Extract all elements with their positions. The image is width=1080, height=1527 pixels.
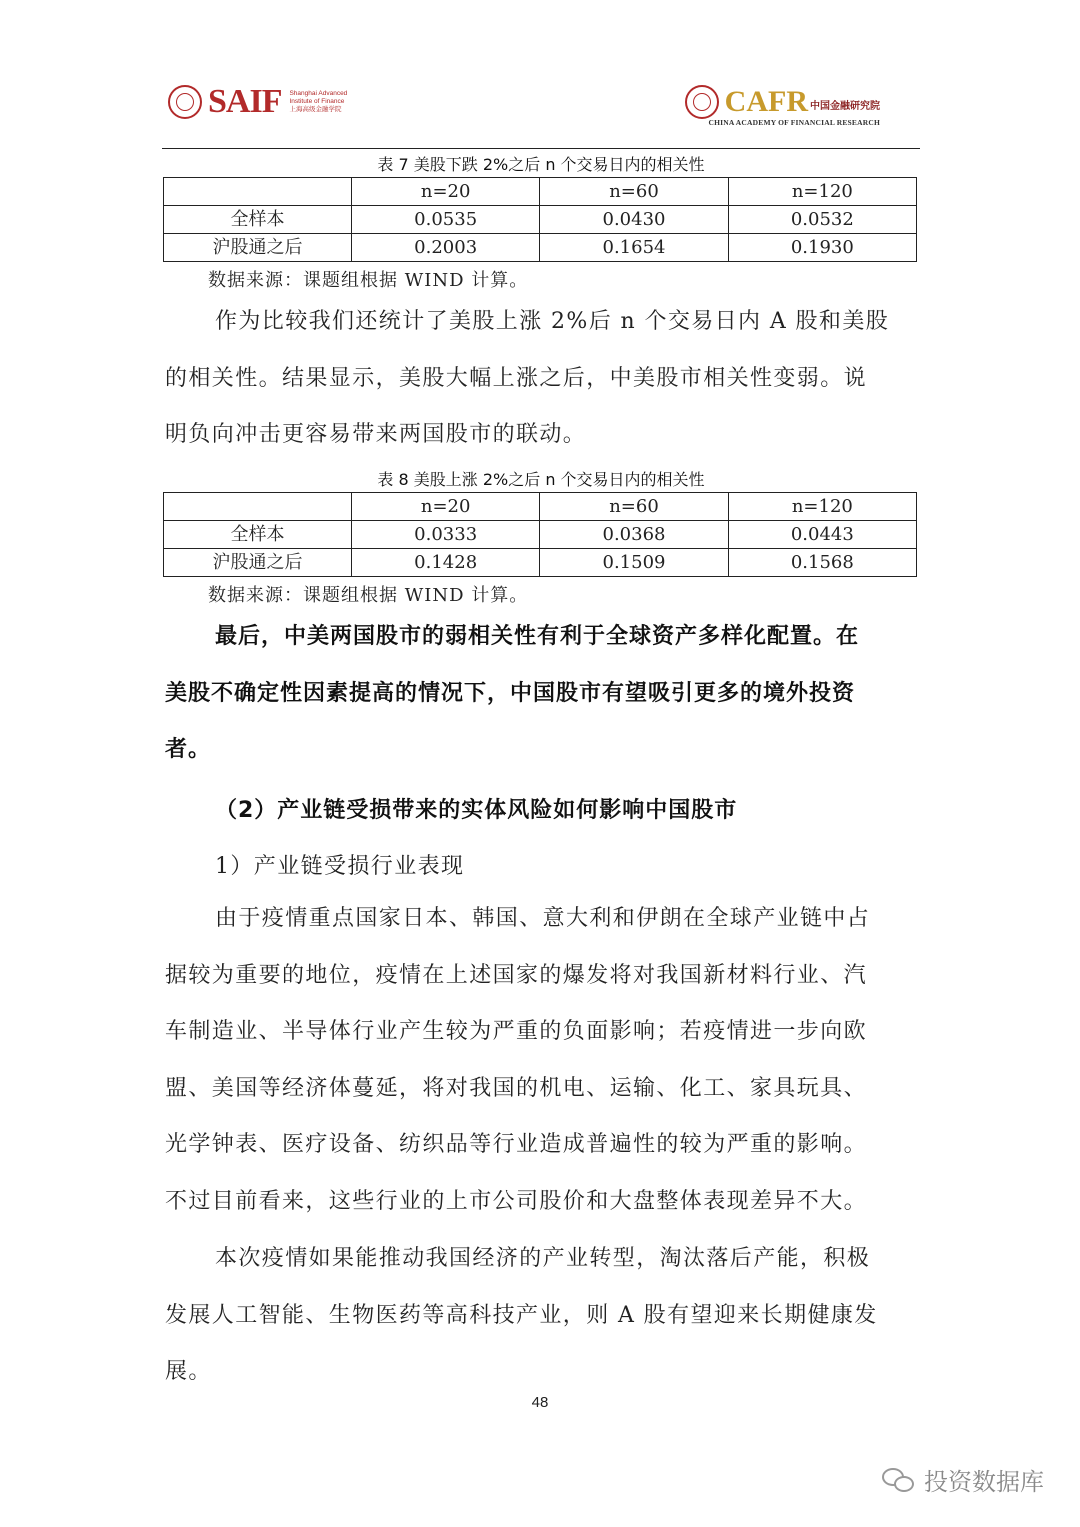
- table-cell: 全样本: [164, 521, 352, 549]
- table-cell: [164, 178, 352, 206]
- cafr-logo-chinese: 中国金融研究院: [810, 100, 880, 112]
- table8-caption: 表 8 美股上涨 2%之后 n 个交易日内的相关性: [377, 470, 705, 489]
- table-cell: 0.1509: [540, 549, 728, 577]
- table-cell: 沪股通之后: [164, 549, 352, 577]
- table-cell: 0.0430: [540, 206, 728, 234]
- watermark: [882, 1462, 1044, 1497]
- paragraph-comparison: 作为比较我们还统计了美股上涨 2%后 n 个交易日内 A 股和美股 的相关性。结果显示，美股大幅上涨之后，中美股市相关性变弱。说 明负向冲击更容易带来两国股市的联动。: [165, 309, 890, 447]
- table-cell: 0.1654: [540, 234, 728, 262]
- table-row: [164, 206, 917, 234]
- watermark-text: 投资数据库: [924, 1468, 1044, 1496]
- cafr-logo: [685, 80, 880, 127]
- table-cell: n=120: [728, 493, 916, 521]
- table-row: [164, 549, 917, 577]
- table-cell: 0.2003: [352, 234, 540, 262]
- table-cell: 沪股通之后: [164, 234, 352, 262]
- table-header-row: [164, 493, 917, 521]
- table7-source: 数据来源：课题组根据 WIND 计算。: [208, 270, 529, 291]
- table-row: [164, 521, 917, 549]
- cafr-logo-english: CHINA ACADEMY OF FINANCIAL RESEARCH: [708, 118, 880, 127]
- table-header-row: [164, 178, 917, 206]
- table8-source: 数据来源：课题组根据 WIND 计算。: [208, 585, 529, 606]
- table-row: [164, 234, 917, 262]
- cafr-logo-word: CAFR: [724, 85, 808, 118]
- paragraph-transformation: 本次疫情如果能推动我国经济的产业转型，淘汰落后产能，积极 发展人工智能、生物医药等高科技产业，则 A 股有望迎来长期健康发 展。: [165, 1246, 878, 1384]
- wechat-icon: [882, 1466, 916, 1494]
- table-cell: 0.0333: [352, 521, 540, 549]
- table-cell: n=120: [728, 178, 916, 206]
- university-seal-icon: [685, 85, 719, 119]
- page-header: [162, 70, 920, 149]
- table7-caption: 表 7 美股下跌 2%之后 n 个交易日内的相关性: [377, 155, 705, 174]
- table-cell: 0.1930: [728, 234, 916, 262]
- page-number: 48: [531, 1394, 549, 1411]
- table-cell: 0.0535: [352, 206, 540, 234]
- table-cell: 0.0532: [728, 206, 916, 234]
- subsection-heading: 1）产业链受损行业表现: [215, 854, 465, 879]
- table-cell: n=20: [352, 178, 540, 206]
- paragraph-conclusion: 最后，中美两国股市的弱相关性有利于全球资产多样化配置。在 美股不确定性因素提高的情况下，中国股市有望吸引更多的境外投资 者。: [165, 624, 860, 762]
- table-cell: [164, 493, 352, 521]
- table7: [163, 177, 917, 262]
- table-cell: n=60: [540, 493, 728, 521]
- table-cell: 0.1568: [728, 549, 916, 577]
- university-seal-icon: [168, 85, 202, 119]
- saif-logo-word: SAIF: [208, 83, 282, 120]
- section-heading: （2）产业链受损带来的实体风险如何影响中国股市: [215, 798, 738, 823]
- table-cell: n=60: [540, 178, 728, 206]
- table-cell: 0.0368: [540, 521, 728, 549]
- table-cell: 0.1428: [352, 549, 540, 577]
- paragraph-industry: 由于疫情重点国家日本、韩国、意大利和伊朗在全球产业链中占 据较为重要的地位，疫情在上述国家的爆发将对我国新材料行业、汽 车制造业、半导体行业产生较为严重的负面影响；若疫情进一步向欧 盟、美国等经济体蔓延，将对我国的机电、运输、化工、家具玩具、 光学钟表、医疗设备、纺织品等行业造成普遍性的较为严重的影响。 不过目前看来，这些行业的上市公司股价和大盘整体表现差异不大。: [165, 906, 871, 1214]
- saif-logo: [168, 80, 347, 124]
- table-cell: 0.0443: [728, 521, 916, 549]
- table-cell: n=20: [352, 493, 540, 521]
- saif-logo-subtitle: Shanghai Advanced Institute of Finance 上海高级金融学院: [289, 90, 348, 113]
- table8: [163, 492, 917, 577]
- table-cell: 全样本: [164, 206, 352, 234]
